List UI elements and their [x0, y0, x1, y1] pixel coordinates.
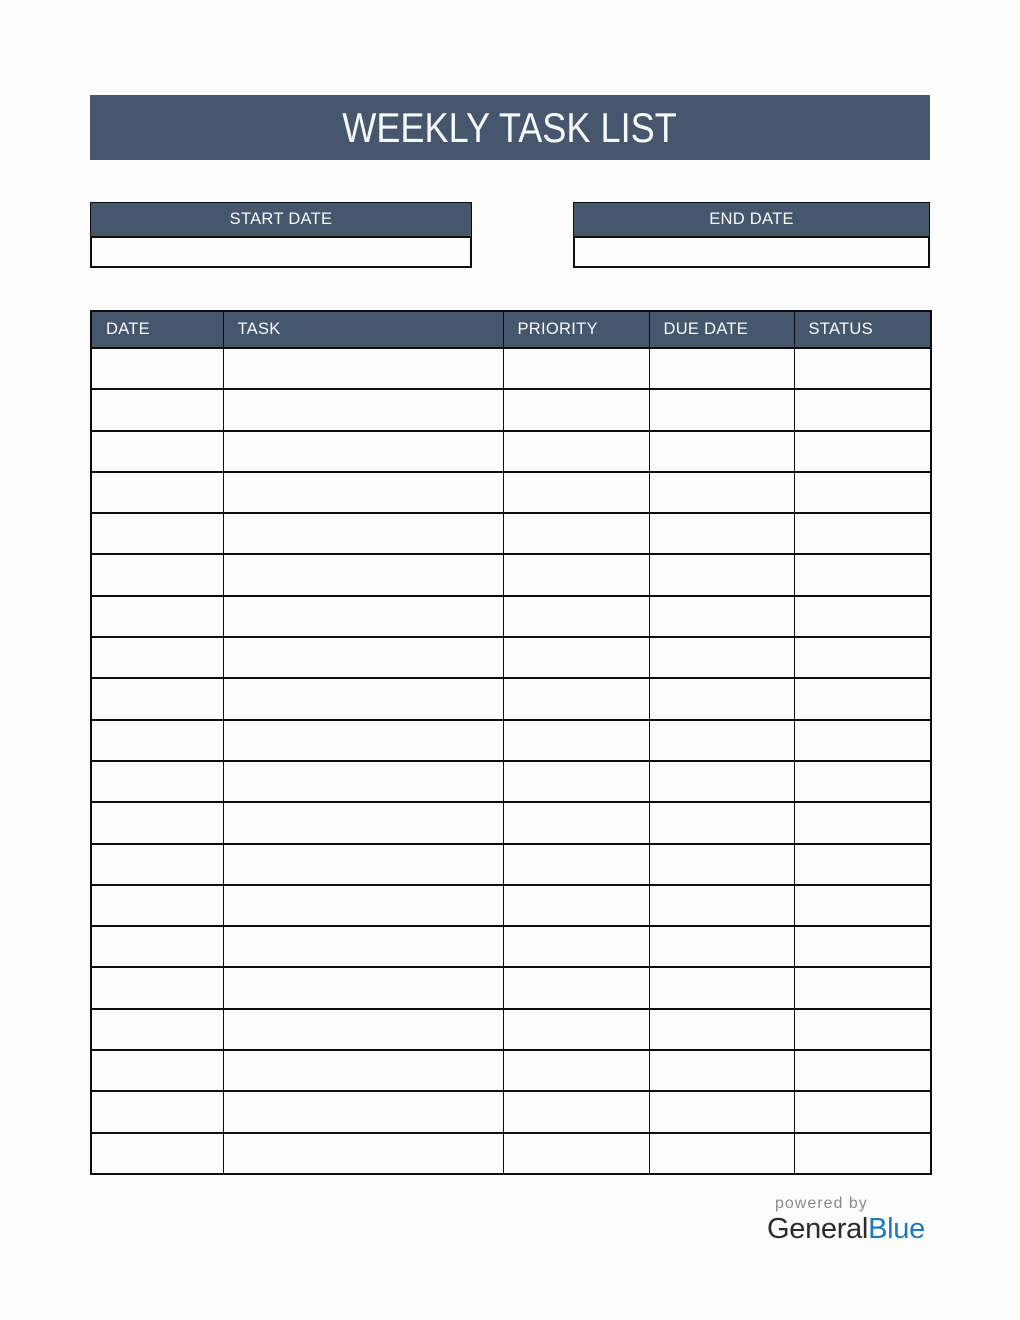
- table-cell[interactable]: [794, 720, 931, 761]
- table-cell[interactable]: [649, 637, 794, 678]
- table-cell[interactable]: [649, 472, 794, 513]
- table-cell[interactable]: [91, 678, 223, 719]
- table-cell[interactable]: [503, 720, 649, 761]
- table-cell[interactable]: [794, 1050, 931, 1091]
- table-cell[interactable]: [223, 844, 503, 885]
- start-date-label: START DATE: [90, 202, 472, 238]
- table-cell[interactable]: [223, 720, 503, 761]
- table-row: [91, 761, 931, 802]
- table-cell[interactable]: [649, 885, 794, 926]
- table-cell[interactable]: [794, 513, 931, 554]
- table-cell[interactable]: [223, 761, 503, 802]
- table-cell[interactable]: [91, 1009, 223, 1050]
- table-cell[interactable]: [794, 1133, 931, 1174]
- table-cell[interactable]: [223, 513, 503, 554]
- footer-brand: [767, 1194, 925, 1247]
- table-row: [91, 926, 931, 967]
- table-cell[interactable]: [223, 554, 503, 595]
- table-cell[interactable]: [223, 1091, 503, 1132]
- table-cell[interactable]: [91, 348, 223, 389]
- column-header-status: STATUS: [794, 311, 931, 348]
- table-row: [91, 802, 931, 843]
- task-table: [90, 310, 932, 1175]
- table-cell[interactable]: [649, 967, 794, 1008]
- start-date-box: [90, 202, 472, 268]
- table-row: [91, 389, 931, 430]
- table-row: [91, 1133, 931, 1174]
- table-cell[interactable]: [794, 1091, 931, 1132]
- table-cell[interactable]: [649, 678, 794, 719]
- task-table-header: [91, 311, 931, 348]
- table-row: [91, 431, 931, 472]
- table-cell[interactable]: [223, 348, 503, 389]
- end-date-label: END DATE: [573, 202, 930, 238]
- table-row: [91, 1009, 931, 1050]
- table-cell[interactable]: [223, 637, 503, 678]
- table-cell[interactable]: [503, 472, 649, 513]
- table-cell[interactable]: [503, 637, 649, 678]
- table-cell[interactable]: [503, 554, 649, 595]
- table-cell[interactable]: [91, 472, 223, 513]
- table-row: [91, 844, 931, 885]
- table-cell[interactable]: [794, 431, 931, 472]
- table-cell[interactable]: [223, 802, 503, 843]
- table-row: [91, 596, 931, 637]
- table-cell[interactable]: [91, 431, 223, 472]
- table-cell[interactable]: [649, 720, 794, 761]
- table-cell[interactable]: [649, 431, 794, 472]
- table-cell[interactable]: [223, 1009, 503, 1050]
- table-cell[interactable]: [649, 844, 794, 885]
- table-cell[interactable]: [794, 596, 931, 637]
- table-cell[interactable]: [649, 761, 794, 802]
- table-cell[interactable]: [223, 967, 503, 1008]
- table-cell[interactable]: [794, 472, 931, 513]
- table-cell[interactable]: [649, 1133, 794, 1174]
- table-cell[interactable]: [91, 596, 223, 637]
- table-cell[interactable]: [91, 926, 223, 967]
- table-cell[interactable]: [503, 885, 649, 926]
- table-cell[interactable]: [91, 720, 223, 761]
- start-date-field[interactable]: [90, 238, 472, 268]
- table-row: [91, 513, 931, 554]
- table-cell[interactable]: [91, 885, 223, 926]
- table-row: [91, 678, 931, 719]
- table-cell[interactable]: [91, 513, 223, 554]
- task-table-body: [91, 348, 931, 1174]
- table-cell[interactable]: [91, 761, 223, 802]
- table-cell[interactable]: [794, 844, 931, 885]
- table-cell[interactable]: [91, 802, 223, 843]
- table-cell[interactable]: [794, 761, 931, 802]
- page-title: WEEKLY TASK LIST: [342, 103, 678, 151]
- table-cell[interactable]: [223, 885, 503, 926]
- table-cell[interactable]: [91, 389, 223, 430]
- column-header-priority: PRIORITY: [503, 311, 649, 348]
- brand-accent-text: Blue: [868, 1213, 925, 1246]
- table-cell[interactable]: [503, 926, 649, 967]
- table-cell[interactable]: [91, 844, 223, 885]
- table-cell[interactable]: [794, 389, 931, 430]
- table-cell[interactable]: [503, 678, 649, 719]
- table-cell[interactable]: [503, 348, 649, 389]
- table-row: [91, 1050, 931, 1091]
- table-cell[interactable]: [649, 1009, 794, 1050]
- table-row: [91, 720, 931, 761]
- table-cell[interactable]: [503, 802, 649, 843]
- table-cell[interactable]: [649, 1050, 794, 1091]
- table-cell[interactable]: [503, 1050, 649, 1091]
- end-date-field[interactable]: [573, 238, 930, 268]
- table-cell[interactable]: [794, 554, 931, 595]
- table-row: [91, 554, 931, 595]
- table-cell[interactable]: [649, 926, 794, 967]
- table-cell[interactable]: [503, 967, 649, 1008]
- table-cell[interactable]: [794, 637, 931, 678]
- table-row: [91, 472, 931, 513]
- powered-by-text: powered by: [775, 1195, 868, 1212]
- table-cell[interactable]: [223, 389, 503, 430]
- table-row: [91, 1091, 931, 1132]
- table-cell[interactable]: [503, 596, 649, 637]
- column-header-date: DATE: [91, 311, 223, 348]
- table-row: [91, 637, 931, 678]
- table-cell[interactable]: [223, 596, 503, 637]
- column-header-task: TASK: [223, 311, 503, 348]
- table-cell[interactable]: [223, 472, 503, 513]
- table-cell[interactable]: [649, 802, 794, 843]
- table-cell[interactable]: [649, 596, 794, 637]
- general-blue-logo[interactable]: [767, 1213, 925, 1246]
- table-cell[interactable]: [91, 1133, 223, 1174]
- table-cell[interactable]: [223, 1050, 503, 1091]
- table-cell[interactable]: [223, 431, 503, 472]
- table-row: [91, 967, 931, 1008]
- table-cell[interactable]: [503, 844, 649, 885]
- table-cell[interactable]: [649, 389, 794, 430]
- table-cell[interactable]: [223, 926, 503, 967]
- table-cell[interactable]: [91, 1050, 223, 1091]
- table-cell[interactable]: [223, 1133, 503, 1174]
- table-cell[interactable]: [649, 513, 794, 554]
- table-cell[interactable]: [794, 1009, 931, 1050]
- table-cell[interactable]: [503, 431, 649, 472]
- table-cell[interactable]: [649, 348, 794, 389]
- table-cell[interactable]: [649, 1091, 794, 1132]
- table-cell[interactable]: [503, 1091, 649, 1132]
- brand-primary-text: General: [767, 1213, 869, 1246]
- table-cell[interactable]: [794, 885, 931, 926]
- table-cell[interactable]: [223, 678, 503, 719]
- table-cell[interactable]: [503, 513, 649, 554]
- table-cell[interactable]: [794, 926, 931, 967]
- table-row: [91, 885, 931, 926]
- table-cell[interactable]: [794, 678, 931, 719]
- table-cell[interactable]: [503, 1133, 649, 1174]
- table-cell[interactable]: [91, 554, 223, 595]
- table-cell[interactable]: [794, 348, 931, 389]
- table-cell[interactable]: [503, 389, 649, 430]
- table-cell[interactable]: [91, 637, 223, 678]
- table-cell[interactable]: [794, 802, 931, 843]
- column-header-due-date: DUE DATE: [649, 311, 794, 348]
- table-cell[interactable]: [91, 967, 223, 1008]
- table-cell[interactable]: [91, 1091, 223, 1132]
- table-cell[interactable]: [649, 554, 794, 595]
- title-bar: [90, 95, 930, 160]
- table-row: [91, 348, 931, 389]
- table-cell[interactable]: [794, 967, 931, 1008]
- table-cell[interactable]: [503, 761, 649, 802]
- table-cell[interactable]: [503, 1009, 649, 1050]
- table-header-row: [91, 311, 931, 348]
- end-date-box: [573, 202, 930, 268]
